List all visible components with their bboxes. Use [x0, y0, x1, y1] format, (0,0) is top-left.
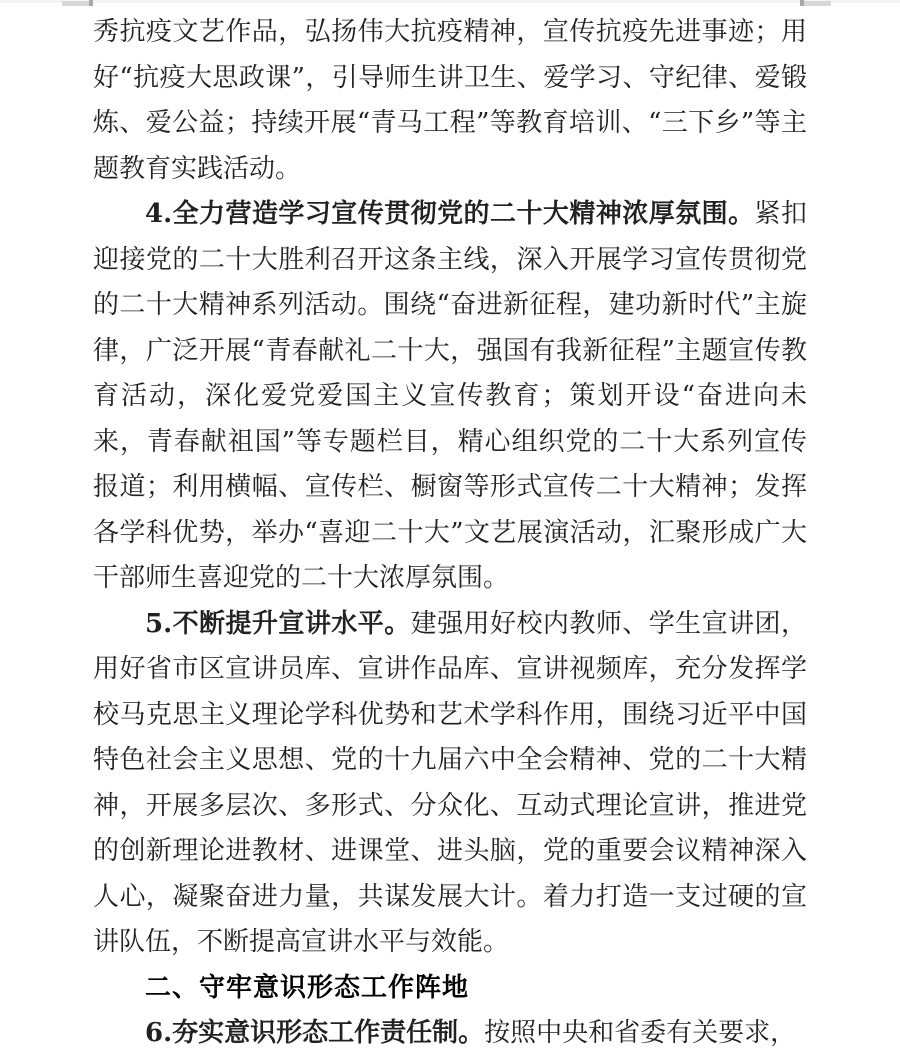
- ruler-marker-right-nub[interactable]: [800, 0, 804, 6]
- paragraph-item-4: [93, 192, 807, 602]
- heading-section-2: [93, 966, 807, 1012]
- paragraph-item-6: [93, 1011, 807, 1057]
- text-segment: 秀抗疫文艺作品，弘扬伟大抗疫精神，宣传抗疫先进事迹；用好“抗疫大思政课”，引导师生讲卫生、爱学习、守纪律、爱锻炼、爱公益；持续开展“青马工程”等教育培训、“三下乡”等主题教育实践活动。: [93, 17, 807, 184]
- text-segment: 建强用好校内教师、学生宣讲团，用好省市区宣讲员库、宣讲作品库、宣讲视频库，充分发挥学校马克思主义理论学科优势和艺术学科作用，围绕习近平中国特色社会主义思想、党的十九届六中全会精神、党的二十大精神，开展多层次、多形式、分众化、互动式理论宣讲，推进党的创新理论进教材、进课堂、进头脑，党的重要会议精神深入人心，凝聚奋进力量，共谋发展大计。着力打造一支过硬的宣讲队伍，不断提高宣讲水平与效能。: [93, 608, 807, 957]
- top-edge-track: [0, 0, 900, 3]
- ruler-marker-left[interactable]: [62, 1, 91, 6]
- text-segment: 按照中央和省委有关要求，: [484, 1018, 797, 1048]
- bold-text-segment: 5.不断提升宣讲水平。: [145, 608, 411, 639]
- paragraph-continuation: [93, 10, 807, 192]
- text-segment: 紧扣迎接党的二十大胜利召开这条主线，深入开展学习宣传贯彻党的二十大精神系列活动。围绕“奋进新征程，建功新时代”主旋律，广泛开展“青春献礼二十大，强国有我新征程”主题宣传教育活动，深化爱党爱国主义宣传教育；策划开设“奋进向未来，青春献祖国”等专题栏目，精心组织党的二十大系列宣传报道；利用横幅、宣传栏、橱窗等形式宣传二十大精神；发挥各学科优势，举办“喜迎二十大”文艺展演活动，汇聚形成广大干部师生喜迎党的二十大浓厚氛围。: [93, 199, 807, 593]
- bold-text-segment: 6.夯实意识形态工作责任制。: [145, 1018, 485, 1048]
- ruler-marker-left-nub[interactable]: [89, 0, 93, 6]
- bold-text-segment: 4.全力营造学习宣传贯彻党的二十大精神浓厚氛围。: [145, 199, 755, 229]
- paragraph-item-5: [93, 602, 807, 966]
- ruler-marker-right[interactable]: [802, 1, 831, 6]
- bold-text-segment: 二、守牢意识形态工作阵地: [145, 972, 470, 1003]
- text-area: [93, 10, 807, 1057]
